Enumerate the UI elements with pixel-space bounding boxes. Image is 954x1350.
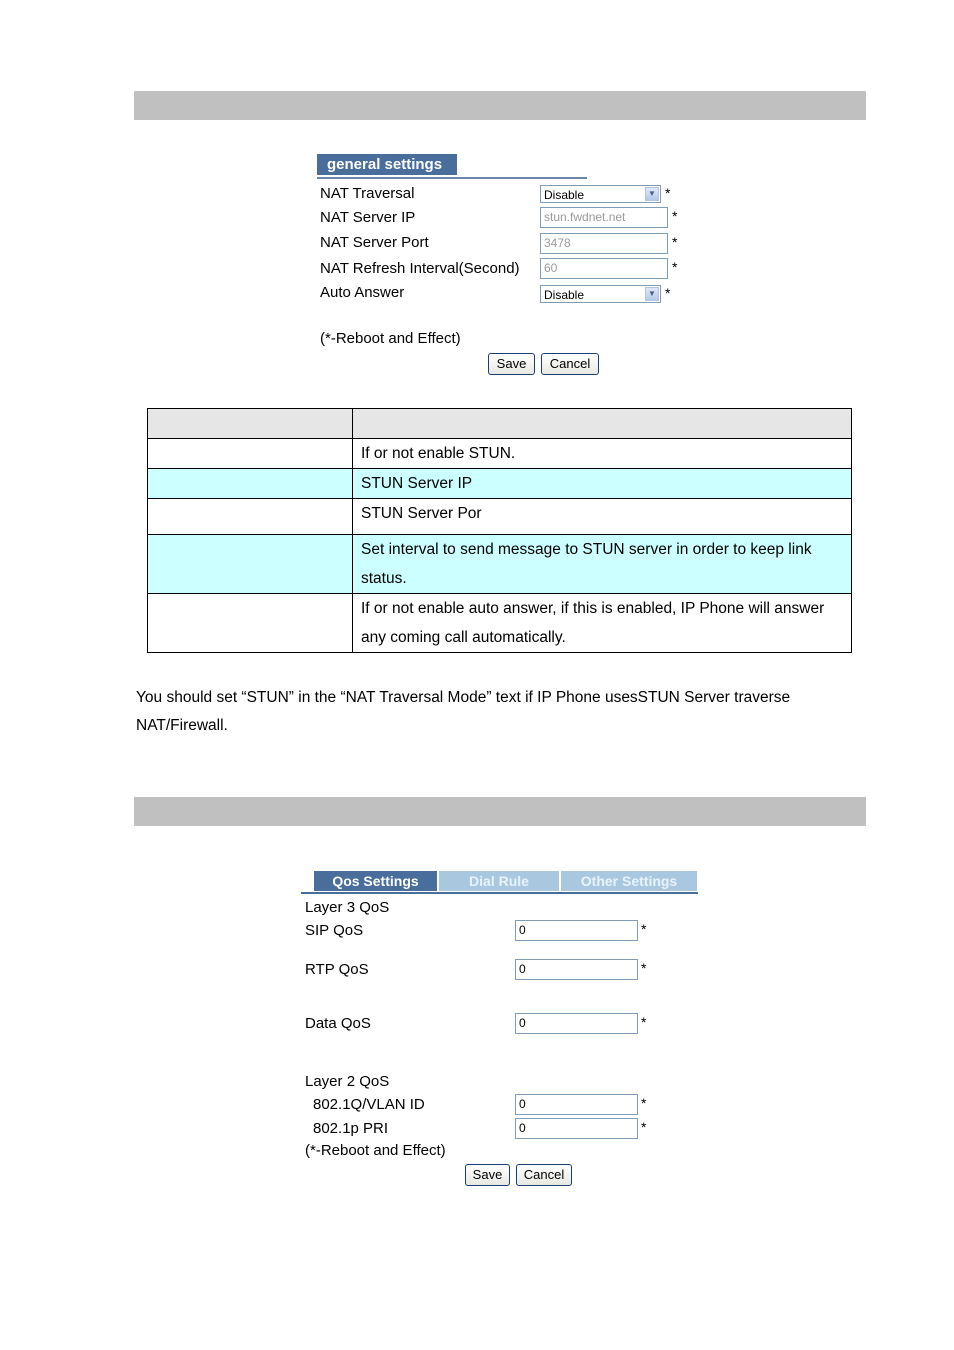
tab-other-settings[interactable]: Other Settings xyxy=(561,871,697,891)
save-button[interactable]: Save xyxy=(488,353,535,375)
table-header-cell xyxy=(353,409,852,439)
table-header-cell xyxy=(148,409,353,439)
table-cell-description: Set interval to send message to STUN server in order to keep link status. xyxy=(361,541,812,587)
required-mark: * xyxy=(665,285,671,301)
tab-dial-rule[interactable]: Dial Rule xyxy=(439,871,559,891)
data-qos-label: Data QoS xyxy=(305,1015,371,1032)
priority-input[interactable]: 0 xyxy=(515,1118,638,1139)
nat-traversal-value: Disable xyxy=(544,188,585,202)
vlan-id-label: 802.1Q/VLAN ID xyxy=(313,1096,425,1113)
general-settings-tab[interactable]: general settings xyxy=(317,154,457,175)
table-cell-field xyxy=(148,439,353,469)
nat-server-port-label: NAT Server Port xyxy=(320,234,429,251)
required-mark: * xyxy=(641,1119,647,1135)
sip-qos-input[interactable]: 0 xyxy=(515,920,638,941)
table-row xyxy=(148,469,852,499)
cancel-button[interactable]: Cancel xyxy=(541,353,599,375)
auto-answer-select[interactable] xyxy=(540,285,661,303)
required-mark: * xyxy=(641,1095,647,1111)
nat-refresh-interval-label: NAT Refresh Interval(Second) xyxy=(320,260,520,277)
reboot-note: (*-Reboot and Effect) xyxy=(320,330,461,347)
table-cell-description: If or not enable auto answer, if this is enabled, IP Phone will answer any coming call automatically. xyxy=(361,600,825,646)
required-mark: * xyxy=(672,234,678,250)
sip-qos-label: SIP QoS xyxy=(305,922,364,939)
layer2-qos-title: Layer 2 QoS xyxy=(305,1073,390,1090)
stun-usage-paragraph: You should set “STUN” in the “NAT Traversal Mode” text if IP Phone usesSTUN Server traverse NAT/Firewall. xyxy=(136,689,791,734)
vlan-id-input[interactable]: 0 xyxy=(515,1094,638,1115)
nat-traversal-select[interactable] xyxy=(540,185,661,203)
rtp-qos-input[interactable]: 0 xyxy=(515,959,638,980)
chevron-down-icon: ▼ xyxy=(645,287,659,301)
table-cell-field xyxy=(148,469,353,499)
table-cell-field xyxy=(148,535,353,594)
tab-qos-settings[interactable]: Qos Settings xyxy=(314,871,437,891)
section-header-bar xyxy=(134,91,866,120)
rtp-qos-label: RTP QoS xyxy=(305,961,369,978)
reboot-note: (*-Reboot and Effect) xyxy=(305,1142,446,1159)
priority-label: 802.1p PRI xyxy=(313,1120,389,1137)
nat-refresh-interval-input[interactable]: 60 xyxy=(540,258,668,279)
section-header-bar xyxy=(134,797,866,826)
layer3-qos-title: Layer 3 QoS xyxy=(305,899,390,916)
field-description-table xyxy=(147,408,852,653)
cancel-button[interactable]: Cancel xyxy=(516,1164,572,1186)
required-mark: * xyxy=(641,960,647,976)
nat-server-ip-input[interactable]: stun.fwdnet.net xyxy=(540,207,668,228)
table-cell-field xyxy=(148,594,353,653)
save-button[interactable]: Save xyxy=(465,1164,510,1186)
table-cell-description: STUN Server Por xyxy=(361,505,482,522)
table-cell-field xyxy=(148,499,353,535)
nat-server-port-input[interactable]: 3478 xyxy=(540,233,668,254)
auto-answer-value: Disable xyxy=(544,288,585,302)
table-row xyxy=(148,439,852,469)
nat-traversal-label: NAT Traversal xyxy=(320,185,415,202)
table-row xyxy=(148,499,852,535)
required-mark: * xyxy=(641,921,647,937)
table-row xyxy=(148,535,852,594)
table-row xyxy=(148,594,852,653)
table-header-row xyxy=(148,409,852,439)
table-cell-description: If or not enable STUN. xyxy=(361,445,516,462)
required-mark: * xyxy=(665,185,671,201)
data-qos-input[interactable]: 0 xyxy=(515,1013,638,1034)
table-cell-description: STUN Server IP xyxy=(361,475,473,492)
required-mark: * xyxy=(672,259,678,275)
tab-underline xyxy=(301,892,698,894)
tab-underline xyxy=(317,177,587,179)
required-mark: * xyxy=(672,208,678,224)
chevron-down-icon: ▼ xyxy=(645,187,659,201)
nat-server-ip-label: NAT Server IP xyxy=(320,209,416,226)
auto-answer-label: Auto Answer xyxy=(320,284,405,301)
required-mark: * xyxy=(641,1014,647,1030)
